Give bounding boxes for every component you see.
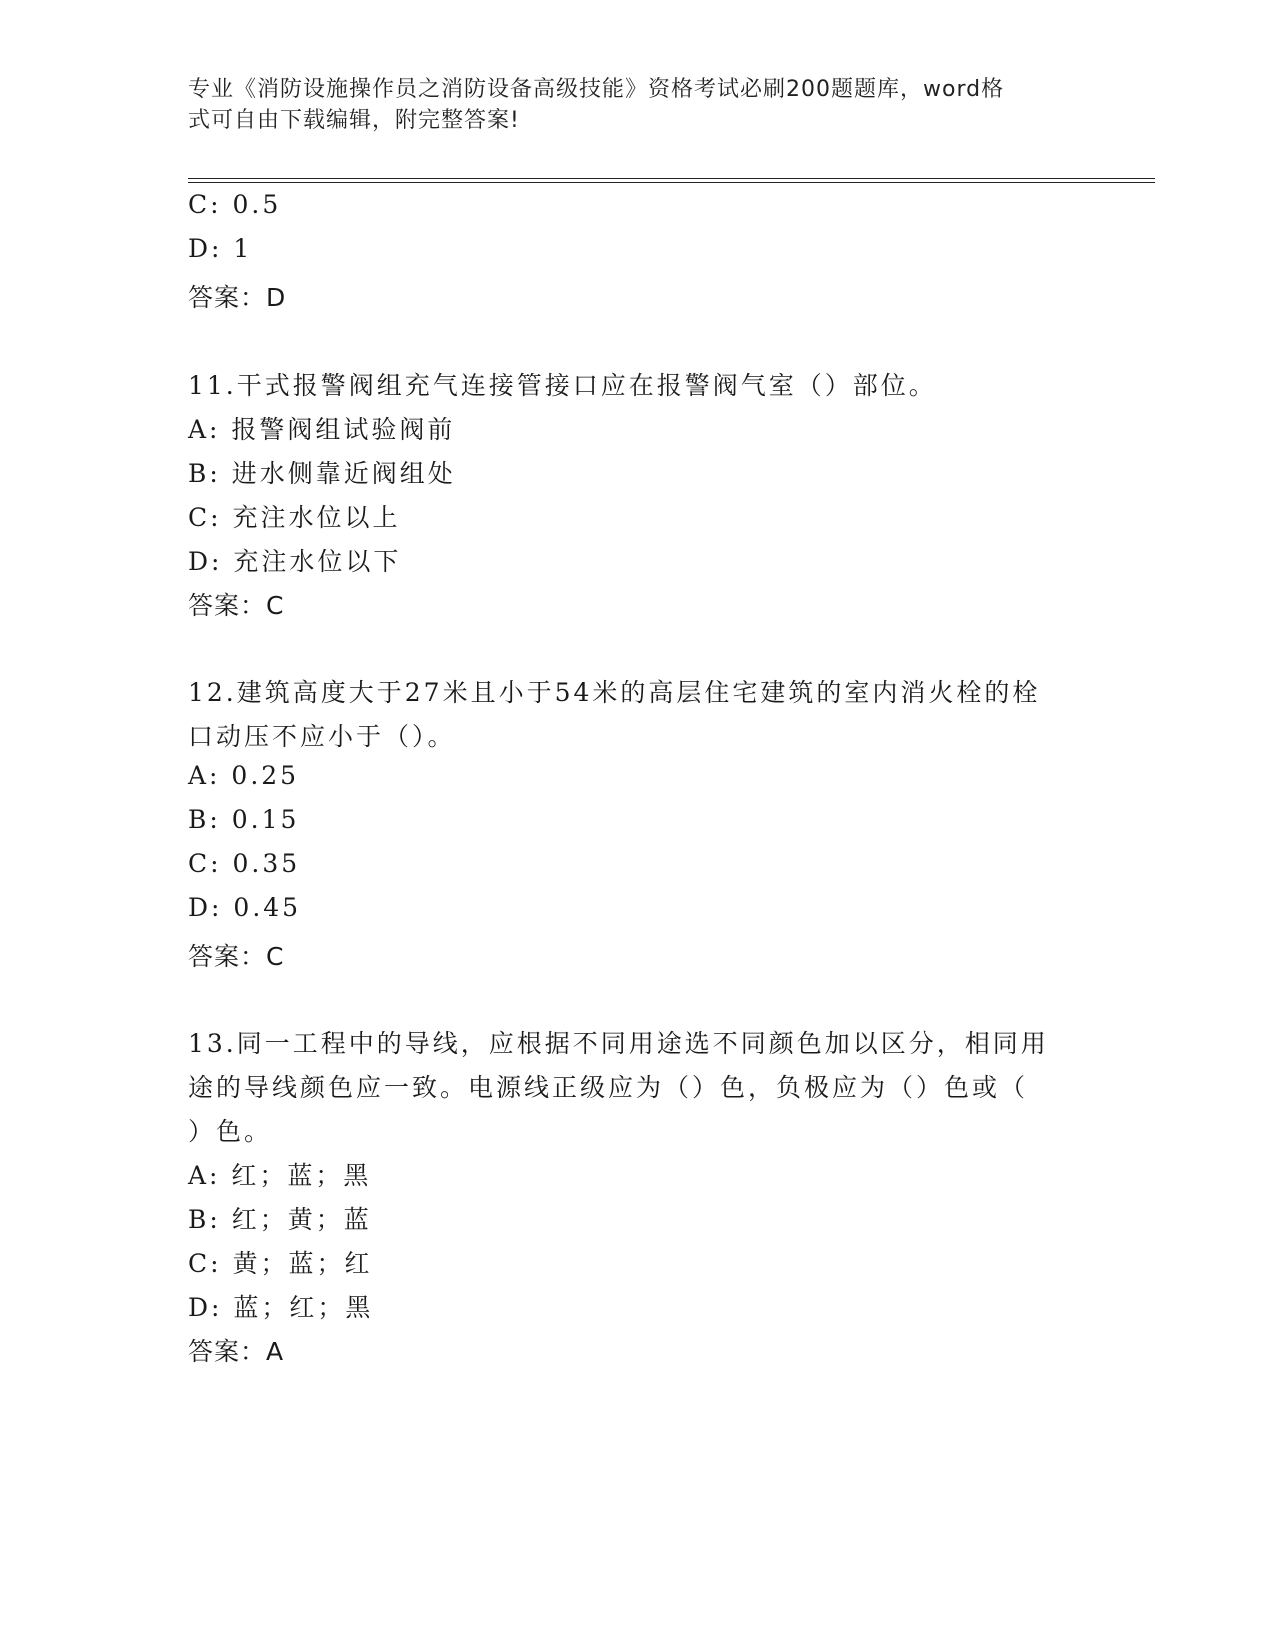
header-title-line-2: 式可自由下载编辑，附完整答案!	[188, 108, 520, 133]
header-title-line-1: 专业《消防设施操作员之消防设备高级技能》资格考试必刷200题题库，word格	[188, 77, 1005, 102]
question-13-stem-line-1: 13.同一工程中的导线，应根据不同用途选不同颜色加以区分，相同用	[188, 1029, 1049, 1058]
question-13-option-b: B: 红；黄；蓝	[188, 1205, 372, 1234]
header-divider-top	[188, 178, 1155, 179]
question-11-answer: 答案：C	[188, 591, 285, 620]
question-12-answer: 答案：C	[188, 942, 285, 971]
question-13-stem-line-2: 途的导线颜色应一致。电源线正级应为（）色，负极应为（）色或（	[188, 1073, 1029, 1102]
question-13-option-c: C: 黄；蓝；红	[188, 1249, 373, 1278]
question-13-option-d: D: 蓝；红；黑	[188, 1293, 374, 1322]
answer-prev: 答案：D	[188, 283, 287, 312]
option-c-prev: C: 0.5	[188, 190, 282, 219]
question-11-option-b: B: 进水侧靠近阀组处	[188, 459, 456, 488]
question-11-stem: 11.干式报警阀组充气连接管接口应在报警阀气室（）部位。	[188, 371, 937, 400]
question-12-stem-line-1: 12.建筑高度大于27米且小于54米的高层住宅建筑的室内消火栓的栓	[188, 678, 1041, 707]
header-divider-bottom	[188, 182, 1155, 183]
document-header	[188, 74, 1068, 136]
question-12-option-c: C: 0.35	[188, 849, 301, 878]
question-12-option-b: B: 0.15	[188, 805, 300, 834]
question-12-option-d: D: 0.45	[188, 893, 302, 922]
question-12-option-a: A: 0.25	[188, 761, 300, 790]
question-12-stem-line-2: 口动压不应小于（）。	[188, 722, 456, 751]
question-11-option-a: A: 报警阀组试验阀前	[188, 415, 456, 444]
question-11-option-c: C: 充注水位以上	[188, 503, 401, 532]
option-d-prev: D: 1	[188, 234, 253, 263]
question-13-stem-line-3: ）色。	[188, 1117, 273, 1146]
question-13-answer: 答案：A	[188, 1337, 285, 1366]
question-13-option-a: A: 红；蓝；黑	[188, 1161, 372, 1190]
question-11-option-d: D: 充注水位以下	[188, 547, 402, 576]
